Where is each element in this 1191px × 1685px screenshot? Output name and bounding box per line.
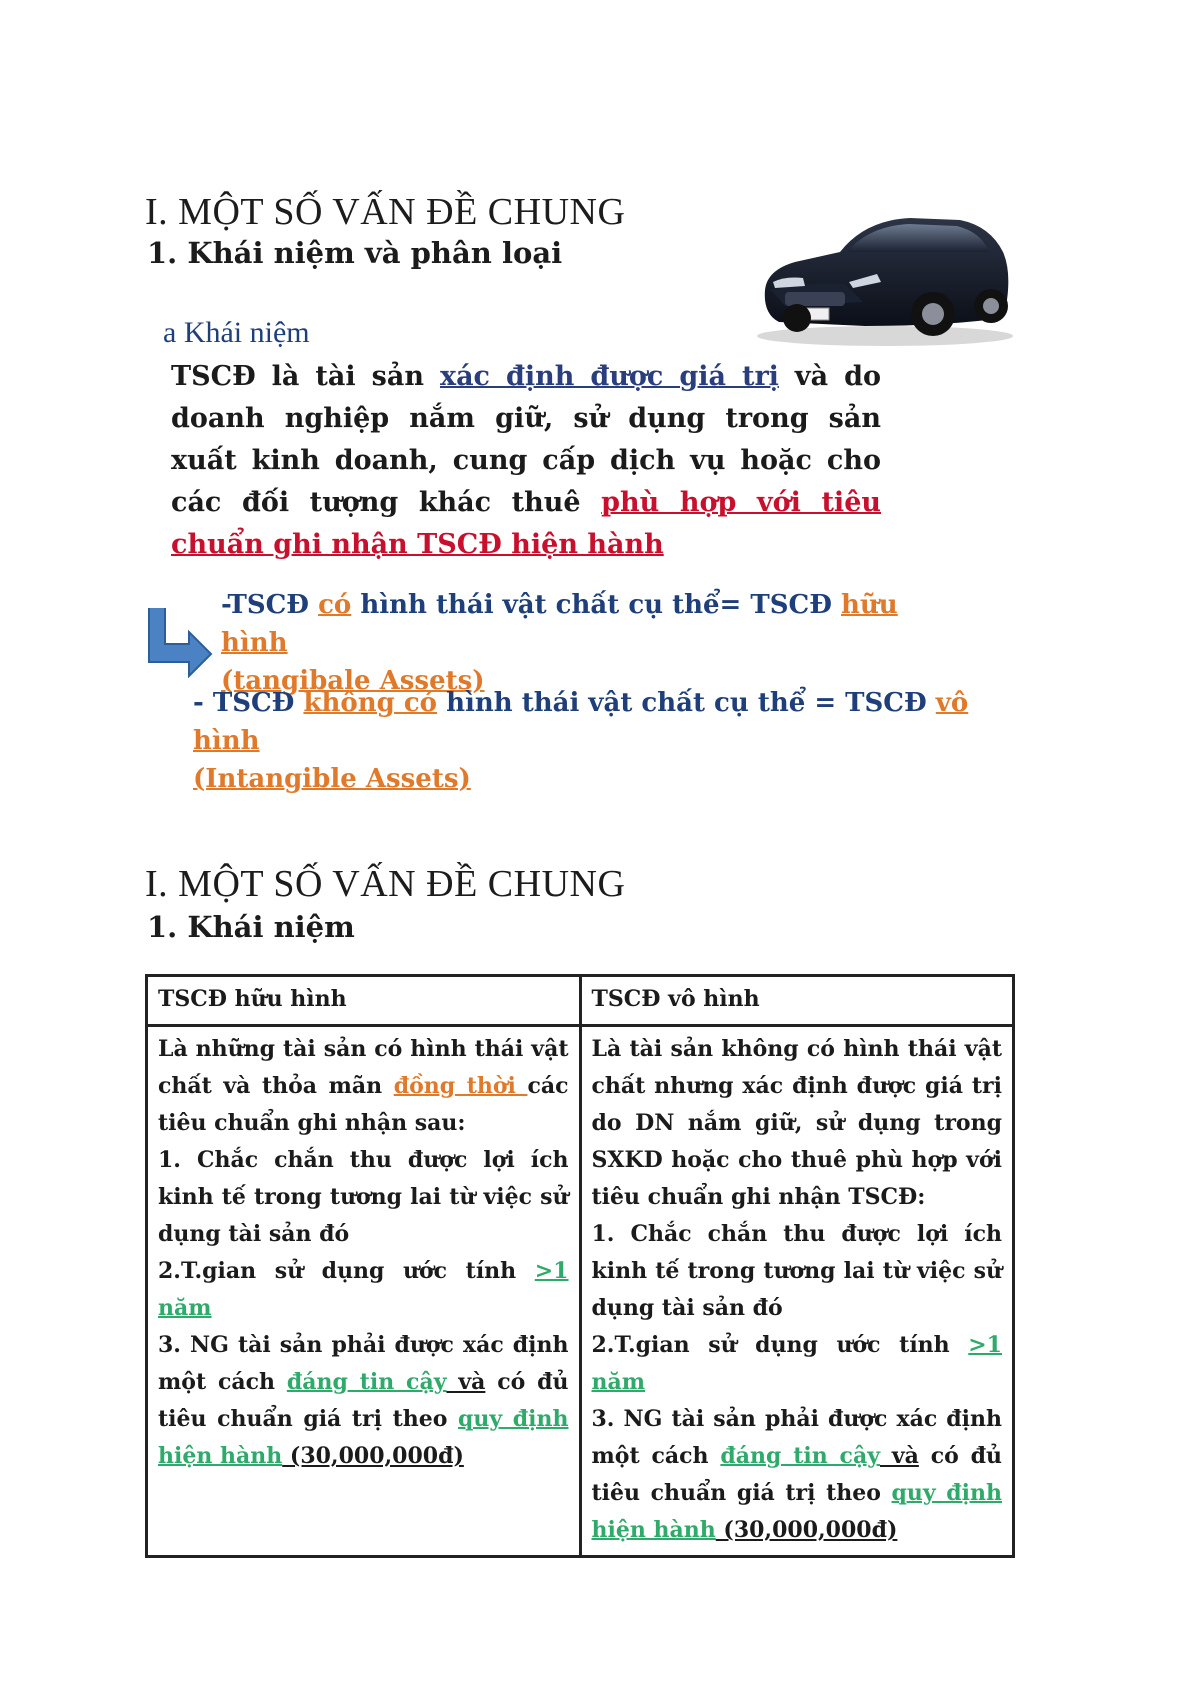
bullet-intangible-text: hình thái vật chất cụ thể = TSCĐ xyxy=(437,688,936,718)
bullet-intangible-prefix: - TSCĐ xyxy=(193,688,304,718)
definition-highlight-value: xác định được giá trị xyxy=(439,361,779,392)
tangible-criterion-3-text-2: có đủ tiêu chuẩn giá trị theo xyxy=(158,1369,569,1432)
bullet-tangible-text: hình thái vật chất cụ thể= TSCĐ xyxy=(351,590,841,620)
intangible-criterion-1: 1. Chắc chắn thu được lợi ích kinh tế trong tương lai từ việc sử dụng tài sản đó xyxy=(591,1221,1002,1321)
bullet-intangible-english: (Intangible Assets) xyxy=(193,764,471,794)
intangible-criterion-2-value: >1 năm xyxy=(591,1332,1002,1395)
tangible-intro-text-2: các tiêu chuẩn ghi nhận sau: xyxy=(158,1073,569,1136)
intangible-criterion-3 xyxy=(592,1401,1003,1549)
tangible-cell xyxy=(147,1026,581,1557)
table-header-row xyxy=(147,976,1014,1026)
tangible-criterion-3-text: 3. NG tài sản phải được xác định một cách xyxy=(158,1332,569,1395)
tangible-criterion-3-reliable: đáng tin cậy xyxy=(286,1369,447,1395)
slide-title: I. MỘT SỐ VẤN ĐỀ CHUNG xyxy=(145,191,626,233)
intangible-cell xyxy=(580,1026,1014,1557)
tangible-criterion-3-regulation: quy định hiện hành xyxy=(158,1406,569,1469)
table-row xyxy=(147,1026,1014,1557)
tangible-criterion-2-value: >1 năm xyxy=(158,1258,569,1321)
tangible-criterion-1: 1. Chắc chắn thu được lợi ích kinh tế trong tương lai từ việc sử dụng tài sản đó xyxy=(158,1147,569,1247)
intangible-criterion-3-regulation: quy định hiện hành xyxy=(591,1480,1002,1543)
definition-text-2: và do doanh nghiệp nắm giữ, sử dụng trong sản xuất kinh doanh, cung cấp dịch vụ hoặc cho các đối tượng khác thuê xyxy=(171,361,882,518)
intangible-intro: Là tài sản không có hình thái vật chất nhưng xác định được giá trị do DN nắm giữ, sử dụng trong SXKD hoặc cho thuê phù hợp với tiêu chuẩn ghi nhận TSCĐ: xyxy=(591,1036,1002,1210)
intangible-criterion-3-text: 3. NG tài sản phải được xác định một cách xyxy=(591,1406,1002,1469)
comparison-table xyxy=(145,974,1015,1558)
bent-arrow-right-icon xyxy=(145,608,215,678)
tangible-intro-simultaneous: đồng thời xyxy=(393,1073,528,1099)
definition-text: TSCĐ là tài sản xyxy=(171,361,440,392)
bullet-intangible-hasnot: không có xyxy=(303,688,438,718)
tangible-intro-text: Là những tài sản có hình thái vật chất và thỏa mãn xyxy=(158,1036,569,1099)
tangible-criterion-2-text: 2.T.gian sử dụng ước tính xyxy=(158,1258,535,1284)
bullet-tangible-prefix: -TSCĐ xyxy=(221,590,319,620)
slide-concept-table xyxy=(145,862,1045,1542)
intangible-criterion-2 xyxy=(592,1327,1003,1401)
bullet-tangible xyxy=(221,586,941,700)
slide-subtitle: 1. Khái niệm và phân loại xyxy=(147,236,563,270)
slide-subtitle: 1. Khái niệm xyxy=(147,910,355,944)
tangible-criterion-3-amount: (30,000,000đ) xyxy=(282,1443,464,1469)
bullet-tangible-has: có xyxy=(318,590,352,620)
bullet-intangible xyxy=(193,684,993,798)
bullet-tangible-term: hữu hình xyxy=(221,590,898,658)
slide-concept-classification xyxy=(145,190,1015,840)
tangible-intro xyxy=(158,1031,569,1142)
table-header-intangible: TSCĐ vô hình xyxy=(580,976,1014,1026)
slide-title: I. MỘT SỐ VẤN ĐỀ CHUNG xyxy=(145,863,626,905)
intangible-criterion-3-text-2: có đủ tiêu chuẩn giá trị theo xyxy=(591,1443,1002,1506)
tangible-criterion-3 xyxy=(158,1327,569,1475)
definition-highlight-standard: phù hợp với tiêu chuẩn ghi nhận TSCĐ hiện hành xyxy=(171,487,881,560)
tangible-criterion-2 xyxy=(158,1253,569,1327)
intangible-criterion-3-reliable: đáng tin cậy xyxy=(720,1443,880,1469)
intangible-criterion-2-text: 2.T.gian sử dụng ước tính xyxy=(591,1332,969,1358)
table-header-tangible: TSCĐ hữu hình xyxy=(147,976,581,1026)
car-photo xyxy=(745,190,1015,350)
bullet-intangible-term: vô hình xyxy=(193,688,969,756)
intangible-criterion-3-and: và xyxy=(879,1443,919,1469)
definition-paragraph xyxy=(171,356,881,566)
section-a-heading: a Khái niệm xyxy=(163,316,310,349)
tangible-criterion-3-and: và xyxy=(446,1369,486,1395)
intangible-criterion-3-amount: (30,000,000đ) xyxy=(715,1517,898,1543)
bullet-tangible-english: (tangibale Assets) xyxy=(221,666,485,696)
